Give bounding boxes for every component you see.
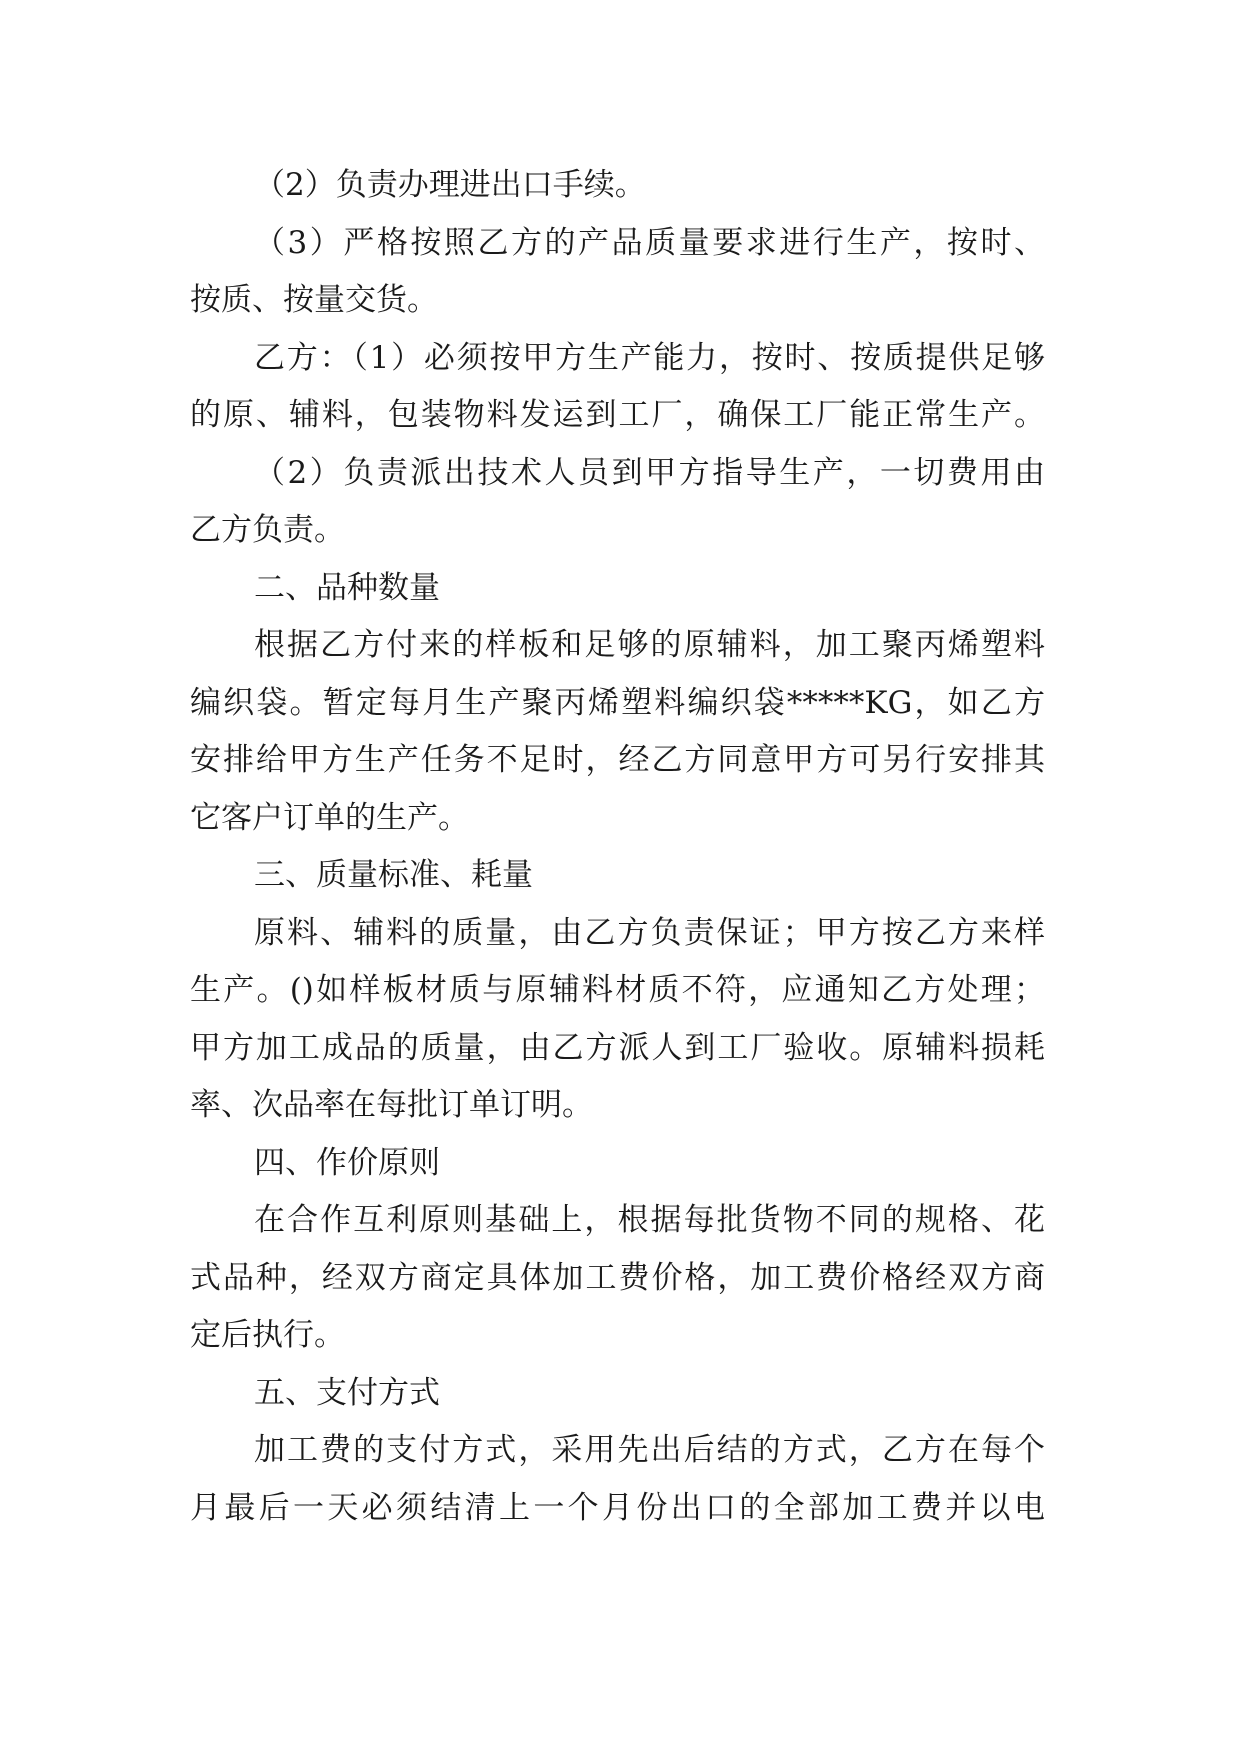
- paragraph-line: 生产。()如样板材质与原辅料材质不符，应通知乙方处理；: [190, 972, 1045, 1008]
- section-heading: 二、品种数量: [254, 570, 440, 606]
- paragraph-line: 在合作互利原则基础上，根据每批货物不同的规格、花: [254, 1202, 1045, 1238]
- paragraph-line: 乙方负责。: [190, 512, 345, 548]
- paragraph-line: 根据乙方付来的样板和足够的原辅料，加工聚丙烯塑料: [254, 627, 1045, 663]
- paragraph-line: 式品种，经双方商定具体加工费价格，加工费价格经双方商: [190, 1260, 1045, 1296]
- paragraph-line: 月最后一天必须结清上一个月份出口的全部加工费并以电: [190, 1490, 1045, 1526]
- paragraph-line: 原料、辅料的质量，由乙方负责保证；甲方按乙方来样: [254, 915, 1045, 951]
- section-heading: 五、支付方式: [254, 1375, 440, 1411]
- paragraph-line: （3）严格按照乙方的产品质量要求进行生产，按时、: [254, 225, 1045, 261]
- paragraph-line: 的原、辅料，包装物料发运到工厂，确保工厂能正常生产。: [190, 397, 1045, 433]
- paragraph-line: 率、次品率在每批订单订明。: [190, 1087, 593, 1123]
- paragraph-line: 安排给甲方生产任务不足时，经乙方同意甲方可另行安排其: [190, 742, 1045, 778]
- section-heading: 四、作价原则: [254, 1145, 440, 1181]
- paragraph-line: 编织袋。暂定每月生产聚丙烯塑料编织袋*****KG，如乙方: [190, 685, 1045, 721]
- paragraph-line: （2）负责办理进出口手续。: [254, 167, 646, 203]
- paragraph-line: 乙方：（1）必须按甲方生产能力，按时、按质提供足够: [254, 340, 1045, 376]
- paragraph-line: 甲方加工成品的质量，由乙方派人到工厂验收。原辅料损耗: [190, 1030, 1045, 1066]
- paragraph-line: 它客户订单的生产。: [190, 800, 469, 836]
- paragraph-line: 按质、按量交货。: [190, 282, 438, 318]
- paragraph-line: （2）负责派出技术人员到甲方指导生产，一切费用由: [254, 455, 1045, 491]
- paragraph-line: 加工费的支付方式，采用先出后结的方式，乙方在每个: [254, 1432, 1045, 1468]
- paragraph-line: 定后执行。: [190, 1317, 345, 1353]
- section-heading: 三、质量标准、耗量: [254, 857, 533, 893]
